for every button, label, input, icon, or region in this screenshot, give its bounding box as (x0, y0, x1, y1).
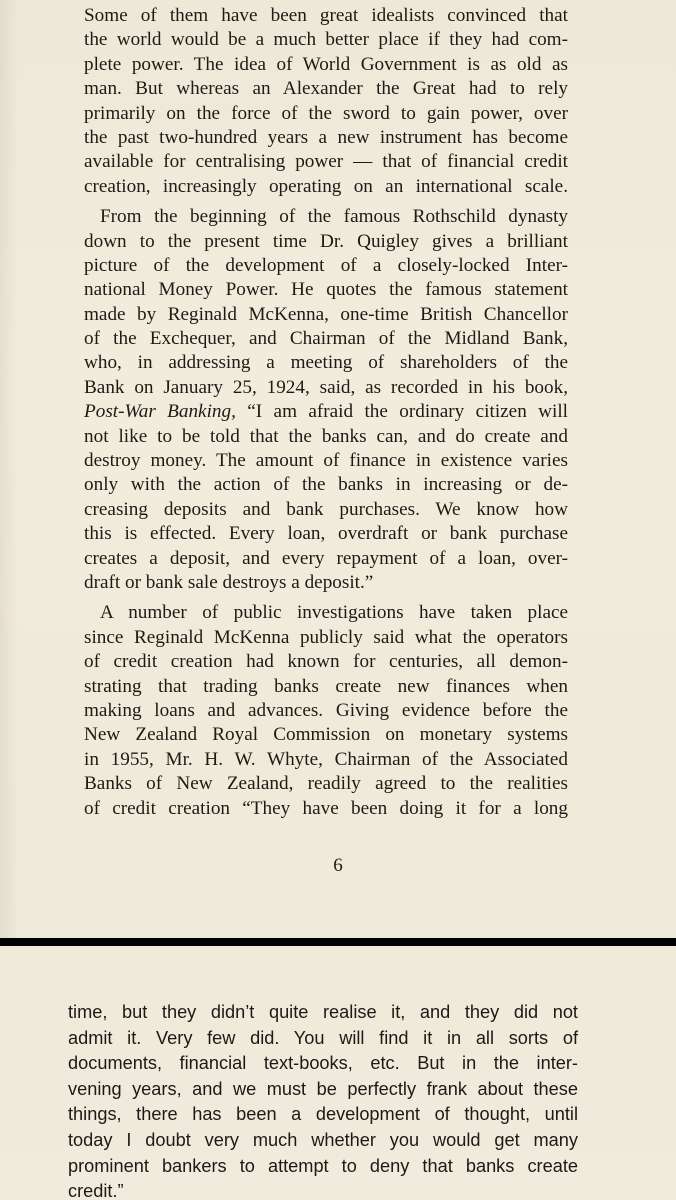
bottom-page-body (68, 1000, 578, 1200)
text-line: Bank on January 25, 1924, said, as recorded in his book, (84, 376, 568, 398)
text-line-rest: “I am afraid the ordinary citizen will (235, 401, 569, 423)
text-line: of credit creation had known for centuries, all demon- (84, 651, 568, 673)
text-line: A number of public investigations have taken place (100, 602, 568, 624)
text-line: who, in addressing a meeting of shareholders of the (84, 352, 568, 374)
text-line: draft or bank sale destroys a deposit.” (84, 571, 374, 593)
book-title: Post-War Banking, (84, 401, 236, 423)
text-line: down to the present time Dr. Quigley gives a brilliant (84, 230, 568, 252)
text-line: today I doubt very much whether you would get many (68, 1129, 578, 1150)
text-line: available for centralising power — that of financial credit (84, 151, 568, 173)
text-line: documents, financial text-books, etc. But in the inter- (68, 1053, 578, 1074)
text-line: admit it. Very few did. You will find it in all sorts of (68, 1027, 578, 1048)
text-line: things, there has been a development of thought, until (68, 1104, 578, 1125)
text-line: destroy money. The amount of finance in existence varies (84, 450, 568, 472)
text-line: prominent bankers to attempt to deny that banks create (68, 1155, 578, 1176)
text-line: this is effected. Every loan, overdraft or bank purchase (84, 523, 568, 545)
text-line: the past two-hundred years a new instrument has become (84, 126, 568, 148)
text-line: picture of the development of a closely-locked Inter- (84, 254, 568, 276)
text-line: the world would be a much better place if they had com- (84, 29, 568, 51)
text-line: making loans and advances. Giving evidence before the (84, 699, 568, 721)
text-line: credit.” (68, 1181, 124, 1200)
text-line: only with the action of the banks in increasing or de- (84, 474, 568, 496)
text-line-with-book-title (84, 400, 568, 424)
paragraph-1 (84, 4, 568, 199)
top-page-body (84, 4, 568, 821)
text-line: New Zealand Royal Commission on monetary systems (84, 724, 568, 746)
text-line: time, but they didn’t quite realise it, and they did not (68, 1002, 578, 1022)
text-line: plete power. The idea of World Government is as old as (84, 53, 568, 75)
bottom-page (0, 946, 676, 1200)
paragraph-3 (84, 601, 568, 821)
paragraph-2 (84, 205, 568, 595)
text-line: creation, increasingly operating on an international scale. (84, 175, 568, 197)
text-line: Some of them have been great idealists convinced that (84, 5, 568, 26)
text-line: of the Exchequer, and Chairman of the Midland Bank, (84, 328, 568, 350)
page-shadow (0, 0, 18, 938)
text-line: since Reginald McKenna publicly said what the operators (84, 626, 568, 648)
text-line: man. But whereas an Alexander the Great had to rely (84, 78, 568, 100)
page-number: 6 (333, 855, 343, 876)
text-line: Banks of New Zealand, readily agreed to the realities (84, 773, 568, 795)
text-line: creates a deposit, and every repayment of a loan, over- (84, 547, 568, 569)
page-divider (0, 938, 676, 946)
text-line: of credit creation “They have been doing it for a long (84, 797, 568, 819)
text-line: primarily on the force of the sword to gain power, over (84, 102, 568, 124)
text-line: From the beginning of the famous Rothschild dynasty (100, 206, 568, 228)
text-line: creasing deposits and bank purchases. We know how (84, 498, 568, 520)
text-line: national Money Power. He quotes the famous statement (84, 279, 568, 301)
text-line: in 1955, Mr. H. W. Whyte, Chairman of the Associated (84, 748, 568, 770)
text-line: not like to be told that the banks can, and do create and (84, 425, 568, 447)
text-line: made by Reginald McKenna, one-time British Chancellor (84, 303, 568, 325)
text-line: vening years, and we must be perfectly frank about these (68, 1078, 578, 1099)
text-line: strating that trading banks create new finances when (84, 675, 568, 697)
